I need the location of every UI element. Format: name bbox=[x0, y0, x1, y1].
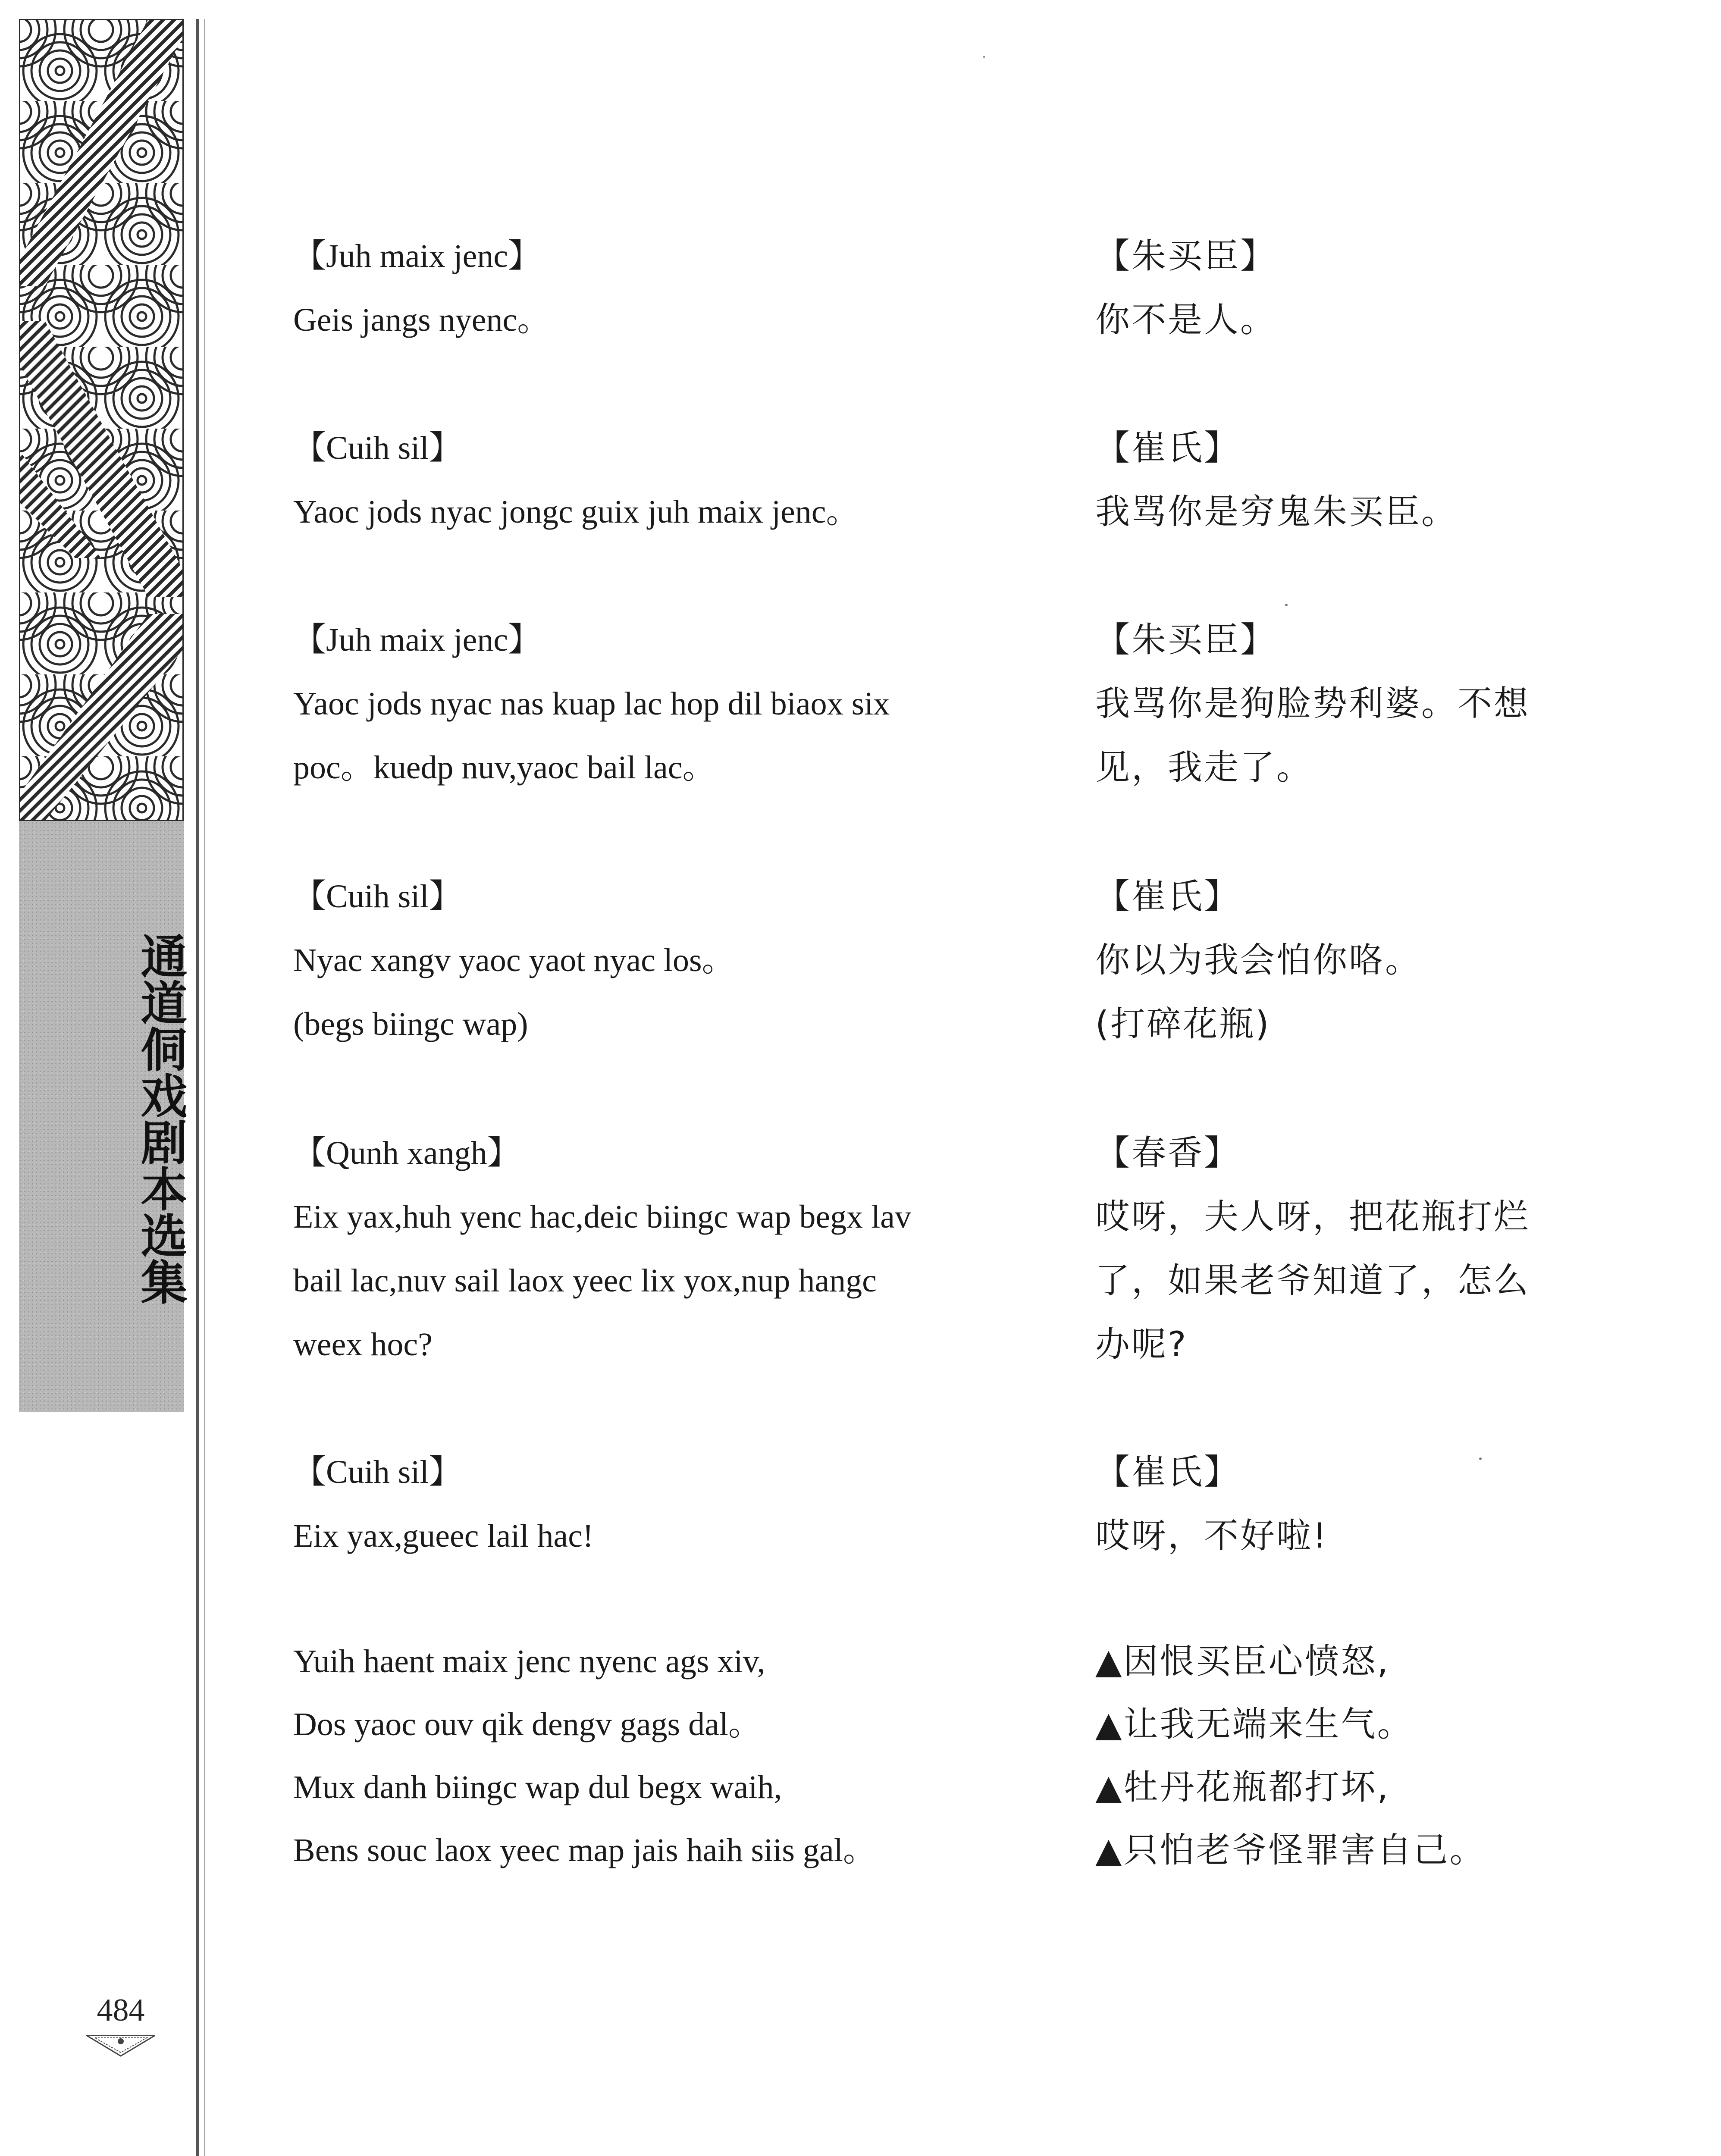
dialogue-dong-2 bbox=[293, 416, 1044, 544]
dialogue-line: Yaoc jods nyac jongc guix juh maix jenc。 bbox=[293, 494, 859, 530]
dialogue-line: 办呢? bbox=[1095, 1324, 1188, 1364]
dialogue-dong-5 bbox=[293, 1121, 1044, 1376]
dialogue-dong-3 bbox=[293, 608, 1044, 799]
dialogue-zh-6 bbox=[1095, 1440, 1561, 1568]
speaker-label: 【崔氏】 bbox=[1095, 428, 1240, 468]
dialogue-line: Yaoc jods nyac nas kuap lac hop dil biaox six bbox=[293, 686, 890, 722]
stage-direction: (打碎花瓶) bbox=[1095, 1004, 1271, 1044]
speaker-label: 【Juh maix jenc】 bbox=[293, 238, 541, 274]
speaker-label: 【Cuih sil】 bbox=[293, 1454, 462, 1490]
page-number: 484 bbox=[97, 1993, 145, 2028]
dialogue-line: weex hoc? bbox=[293, 1326, 433, 1363]
scan-speck bbox=[1479, 1457, 1482, 1460]
stage-direction: (begs biingc wap) bbox=[293, 1006, 528, 1042]
dialogue-line: 我骂你是穷鬼朱买臣。 bbox=[1095, 492, 1458, 532]
speaker-label: 【崔氏】 bbox=[1095, 876, 1240, 916]
book-title: 通道侗戏剧本选集 bbox=[133, 932, 187, 1305]
dialogue-line: Eix yax,gueec lail hac! bbox=[293, 1518, 594, 1554]
dialogue-line: bail lac,nuv sail laox yeec lix yox,nup hangc bbox=[293, 1263, 877, 1299]
dialogue-dong-6 bbox=[293, 1440, 1044, 1568]
dialogue-dong-4 bbox=[293, 865, 1044, 1056]
speaker-label: 【春香】 bbox=[1095, 1133, 1240, 1173]
dialogue-line: 哎呀，不好啦! bbox=[1095, 1516, 1329, 1556]
dialogue-zh-1 bbox=[1095, 224, 1561, 352]
speaker-label: 【Juh maix jenc】 bbox=[293, 622, 541, 658]
speaker-label: 【朱买臣】 bbox=[1095, 620, 1276, 660]
speaker-label: 【崔氏】 bbox=[1095, 1452, 1240, 1492]
verse-line: Bens souc laox yeec map jais haih siis gal。 bbox=[293, 1832, 876, 1868]
verse-line: Mux danh biingc wap dul begx waih, bbox=[293, 1769, 782, 1805]
speaker-label: 【朱买臣】 bbox=[1095, 236, 1276, 276]
dialogue-zh-2 bbox=[1095, 416, 1561, 544]
dialogue-line: Geis jangs nyenc。 bbox=[293, 302, 550, 338]
margin-rule bbox=[196, 19, 199, 2156]
dialogue-line: Nyac xangv yaoc yaot nyac los。 bbox=[293, 942, 735, 978]
speaker-label: 【Cuih sil】 bbox=[293, 430, 462, 466]
speaker-label: 【Qunh xangh】 bbox=[293, 1135, 520, 1171]
dialogue-zh-5 bbox=[1095, 1121, 1561, 1376]
dialogue-line: poc。kuedp nuv,yaoc bail lac。 bbox=[293, 749, 715, 786]
verse-line: ▲只怕老爷怪罪害自己。 bbox=[1095, 1830, 1486, 1870]
speaker-label: 【Cuih sil】 bbox=[293, 878, 462, 915]
dialogue-dong-1 bbox=[293, 224, 1044, 352]
verse-line: Yuih haent maix jenc nyenc ags xiv, bbox=[293, 1643, 765, 1680]
dialogue-line: Eix yax,huh yenc hac,deic biingc wap begx lav bbox=[293, 1199, 911, 1235]
page-ornament-icon bbox=[86, 2035, 155, 2057]
verse-line: ▲因恨买臣心愤怒, bbox=[1095, 1641, 1390, 1681]
scan-speck bbox=[983, 56, 985, 58]
verse-line: ▲牡丹花瓶都打坏, bbox=[1095, 1767, 1390, 1807]
scan-speck bbox=[1285, 604, 1288, 606]
dialogue-zh-3 bbox=[1095, 608, 1561, 799]
dialogue-zh-4 bbox=[1095, 865, 1561, 1056]
sidebar-title-panel bbox=[19, 821, 187, 1412]
dialogue-line: 了，如果老爷知道了，怎么 bbox=[1095, 1260, 1530, 1300]
verse-dong bbox=[293, 1630, 1044, 1882]
dialogue-line: 你以为我会怕你咯。 bbox=[1095, 940, 1421, 980]
verse-line: Dos yaoc ouv qik dengv gags dal。 bbox=[293, 1706, 761, 1742]
verse-line: ▲让我无端来生气。 bbox=[1095, 1704, 1414, 1744]
cloud-pattern-decoration bbox=[19, 19, 184, 821]
dialogue-line: 见，我走了。 bbox=[1095, 747, 1313, 787]
margin-rule-thin bbox=[204, 19, 205, 2156]
dialogue-line: 你不是人。 bbox=[1095, 300, 1276, 340]
dialogue-line: 我骂你是狗脸势利婆。不想 bbox=[1095, 683, 1530, 724]
dialogue-line: 哎呀，夫人呀，把花瓶打烂 bbox=[1095, 1197, 1530, 1237]
verse-zh bbox=[1095, 1630, 1561, 1882]
